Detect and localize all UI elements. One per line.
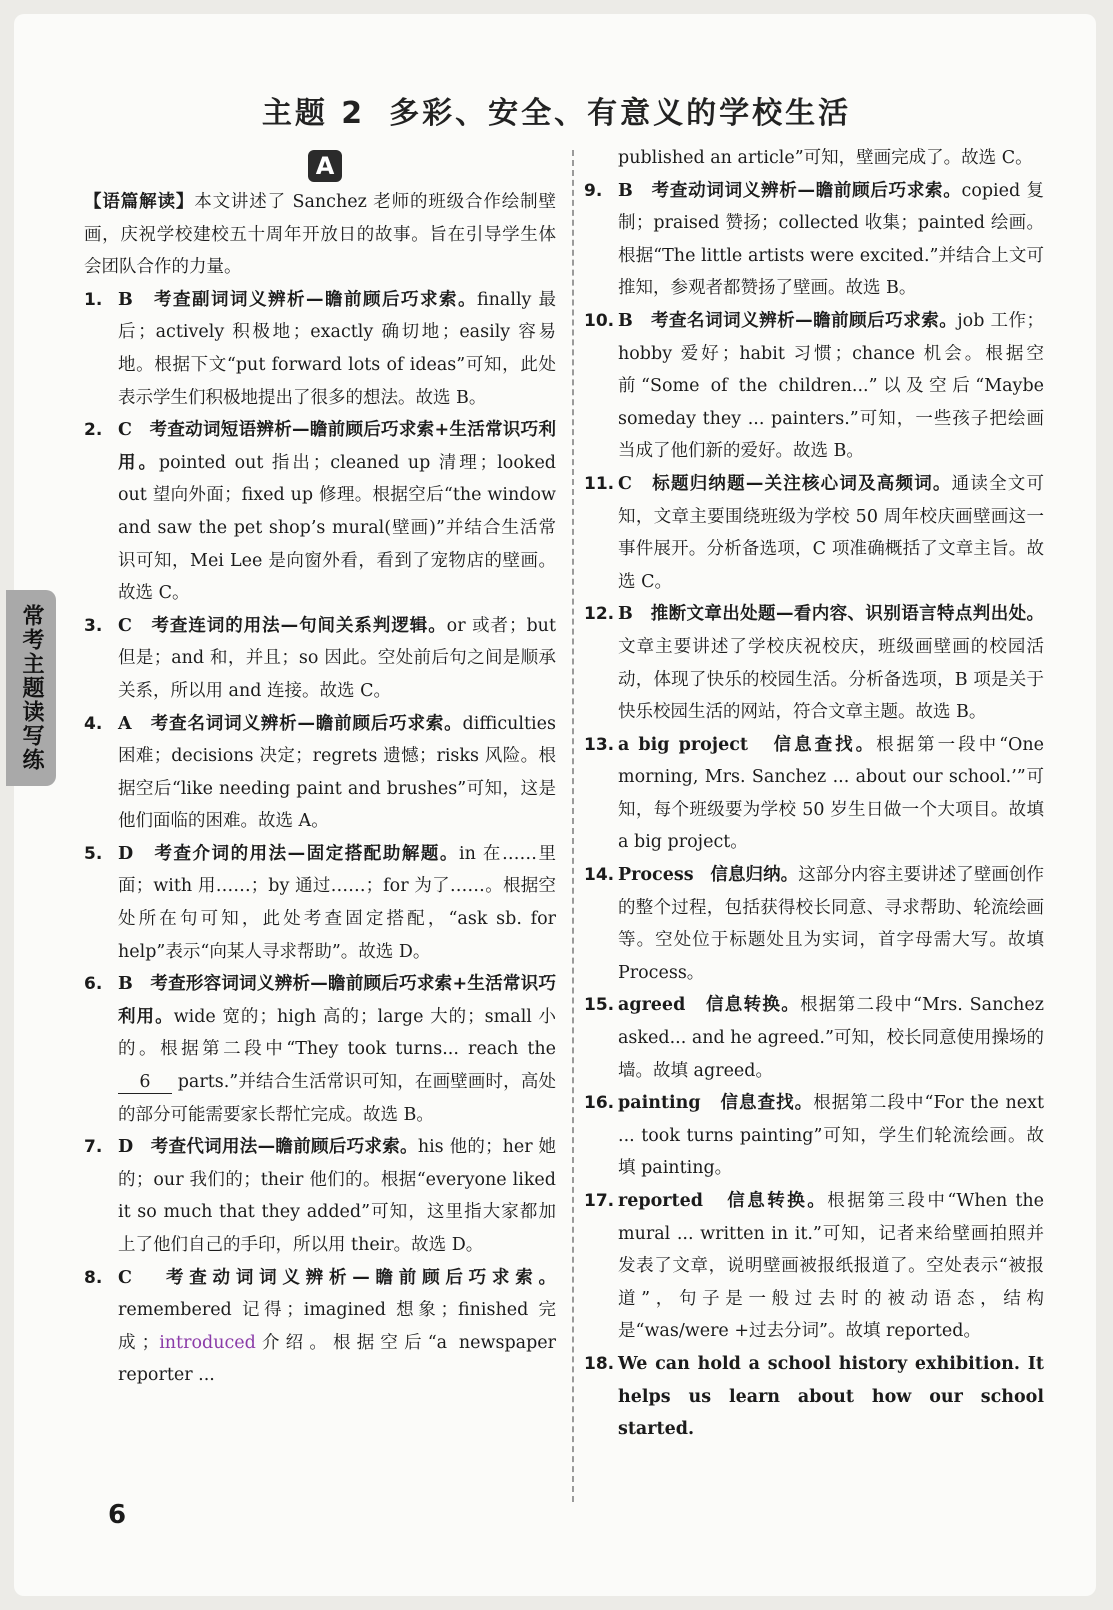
- item-number: 12.: [584, 604, 615, 625]
- item-number: 2.: [84, 420, 103, 441]
- item-explanation: or 或者；but 但是；and 和，并且；so 因此。空处前后句之间是顺承关系，所以用 and 连接。故选 C。: [118, 615, 556, 701]
- item-heading: 考查副词词义辨析—瞻前顾后巧求索。: [153, 289, 477, 310]
- item-answer: B: [618, 180, 633, 201]
- item-number: 9.: [584, 180, 603, 201]
- item-number: 16.: [584, 1093, 615, 1114]
- page-number: 6: [108, 1500, 127, 1530]
- section-badge: A: [308, 150, 342, 182]
- item-explanation: pointed out 指出；cleaned up 清理；looked out 望向外面；fixed up 修理。根据空后“the window and saw the pet shop’s mural(壁画)”并结合生活常识可知，Mei Lee 是向窗外看，看到了宠物店的壁画。故选 C。: [118, 452, 557, 604]
- item-answer: C: [118, 1267, 132, 1288]
- answer-item-13: [584, 729, 1044, 859]
- blank-number: 6: [118, 1071, 172, 1094]
- item-heading: 信息查找。: [773, 734, 877, 755]
- item-explanation: job 工作；hobby 爱好；habit 习惯；chance 机会。根据空前“Some of the children...”以及空后“Maybe someday they ... painters.”可知，一些孩子把绘画当成了他们新的爱好。故选 B。: [618, 310, 1044, 462]
- item-number: 13.: [584, 734, 615, 755]
- highlighted-word: introduced: [159, 1332, 256, 1353]
- answer-item-3: [84, 610, 556, 708]
- answer-item-5: [84, 838, 556, 968]
- answer-item-4: [84, 708, 556, 838]
- item-number: 8.: [84, 1267, 103, 1288]
- item-answer: reported: [618, 1191, 703, 1211]
- answer-item-15: [584, 989, 1044, 1087]
- item-number: 15.: [584, 995, 615, 1016]
- item-explanation: difficulties 困难；decisions 决定；regrets 遗憾；risks 风险。根据空后“like needing paint and brushes”可知，这是他们面临的困难。故选 A。: [118, 713, 556, 832]
- answer-item-17: [584, 1185, 1044, 1348]
- item-answer: C: [618, 473, 632, 494]
- item-answer: B: [118, 974, 133, 995]
- answer-item-9: [584, 175, 1044, 305]
- item-explanation: his 他的；her 她的；our 我们的；their 他们的。根据“everyone liked it so much that they added”可知，这里指大家都加上了他们自己的手印，所以用 their。故选 D。: [118, 1137, 556, 1255]
- side-tab: 常考主题读写练: [6, 590, 56, 786]
- item-answer: C: [118, 420, 132, 441]
- item-number: 1.: [84, 289, 103, 310]
- page-title: [0, 88, 1113, 132]
- item-explanation: 根据第三段中“When the mural ... written in it.”可知，记者来给壁画拍照并发表了文章，说明壁画被报纸报道了。空处表示“被报道”，句子是一般过去时的被动语态，结构是“was/were +过去分词”。故填 reported。: [618, 1191, 1044, 1342]
- item-explanation: 文章主要讲述了学校庆祝校庆，班级画壁画的校园活动，体现了快乐的校园生活。分析备选项，B 项是关于快乐校园生活的网站，符合文章主题。故选 B。: [618, 636, 1044, 723]
- answer-item-18: [584, 1348, 1044, 1446]
- item-number: 18.: [584, 1353, 615, 1374]
- item-answer: agreed: [618, 995, 686, 1016]
- answer-item-6: [84, 968, 556, 1131]
- item-number: 7.: [84, 1137, 103, 1158]
- item-heading: 信息转换。: [727, 1191, 828, 1211]
- item-answer: Process: [618, 865, 694, 886]
- topic-label: 主题 2: [261, 96, 366, 131]
- item-explanation: 这部分内容主要讲述了壁画创作的整个过程，包括获得校长同意、寻求帮助、轮流绘画等。空处位于标题处且为实词，首字母需大写。故填 Process。: [618, 865, 1045, 983]
- item-explanation: 通读全文可知，文章主要围绕班级为学校 50 周年校庆画壁画这一事件展开。分析备选项，C 项准确概括了文章主旨。故选 C。: [618, 473, 1045, 592]
- intro-paragraph: [84, 186, 556, 284]
- item-explanation-cont: parts.”并结合生活常识可知，在画壁画时，高处的部分可能需要家长帮忙完成。故选 B。: [118, 1072, 556, 1125]
- item-explanation: 根据第二段中“For the next ... took turns painting”可知，学生们轮流绘画。故填 painting。: [618, 1093, 1044, 1179]
- answer-item-1: [84, 284, 556, 414]
- item-number: 10.: [584, 310, 615, 331]
- item-number: 14.: [584, 865, 615, 886]
- item-answer: C: [118, 615, 132, 636]
- answer-item-16: [584, 1087, 1044, 1185]
- item-number: 11.: [584, 473, 615, 494]
- answer-item-14: [584, 859, 1044, 989]
- item-heading: 推断文章出处题—看内容、识别语言特点判出处。: [650, 604, 1044, 625]
- item-answer: painting: [618, 1093, 701, 1114]
- item-explanation-cont: 介绍。根据空后“a newspaper reporter ...: [118, 1332, 557, 1386]
- topic-text: 多彩、安全、有意义的学校生活: [389, 96, 852, 131]
- item-heading: 信息转换。: [705, 995, 801, 1016]
- item-answer: B: [118, 289, 133, 310]
- item-heading: 标题归纳题—关注核心词及高频词。: [652, 473, 952, 494]
- item-explanation: copied 复制；praised 赞扬；collected 收集；painted 绘画。根据“The little artists were excited.”并结合上文可推知，参观者都赞扬了壁画。故选 B。: [618, 180, 1044, 299]
- right-column: [584, 142, 1044, 1446]
- answer-item-2: [84, 414, 556, 610]
- answer-item-8: [84, 1262, 556, 1392]
- item-heading: 考查连词的用法—句间关系判逻辑。: [151, 615, 447, 636]
- item-heading: 考查名词词义辨析—瞻前顾后巧求索。: [651, 310, 958, 331]
- intro-text: 本文讲述了 Sanchez 老师的班级合作绘制壁画，庆祝学校建校五十周年开放日的故事。旨在引导学生体会团队合作的力量。: [84, 192, 557, 278]
- left-column: [84, 186, 556, 1392]
- item-explanation: finally 最后；actively 积极地；exactly 确切地；easily 容易地。根据下文“put forward lots of ideas”可知，此处表示学生们积极地提出了很多的想法。故选 B。: [118, 289, 556, 408]
- item-heading: 考查代词用法—瞻前顾后巧求索。: [150, 1137, 418, 1158]
- item-explanation: remembered 记得；imagined 想象；finished 完成；: [118, 1300, 556, 1353]
- column-divider: [572, 150, 574, 1502]
- intro-label: 【语篇解读】: [84, 192, 195, 212]
- item-answer: D: [118, 1137, 134, 1158]
- continued-text: published an article”可知，壁画完成了。故选 C。: [618, 148, 1033, 168]
- answer-item-7: [84, 1131, 556, 1261]
- item-answer: A: [118, 713, 132, 734]
- item-explanation: wide 宽的；high 高的；large 大的；small 小的。根据第二段中“They took turns... reach the: [118, 1006, 556, 1060]
- answer-item-12: [584, 598, 1044, 728]
- item-explanation: 根据第二段中“Mrs. Sanchez asked... and he agreed.”可知，校长同意使用操场的墙。故填 agreed。: [618, 995, 1044, 1081]
- item-number: 6.: [84, 974, 103, 995]
- answer-item-11: [584, 468, 1044, 598]
- item-heading: 考查介词的用法—固定搭配助解题。: [154, 843, 459, 864]
- item-heading: 考查形容词词义辨析—瞻前顾后巧求索+生活常识巧利用。: [118, 974, 556, 1027]
- answer-item-10: [584, 305, 1044, 468]
- item-answer: B: [618, 310, 633, 331]
- item-answer: a big project: [618, 734, 748, 755]
- item-explanation: We can hold a school history exhibition. It helps us learn about how our school started.: [618, 1353, 1044, 1440]
- item-heading: 考查动词词义辨析—瞻前顾后巧求索。: [651, 180, 962, 201]
- item-heading: 信息查找。: [720, 1093, 814, 1114]
- item-number: 3.: [84, 615, 103, 636]
- item-explanation: 根据第一段中“One morning, Mrs. Sanchez ... about our school.’”可知，每个班级要为学校 50 岁生日做一个大项目。故填 a big project。: [618, 734, 1044, 853]
- item-explanation: in 在……里面；with 用……；by 通过……；for 为了……。根据空处所在句可知，此处考查固定搭配，“ask sb. for help”表示“向某人寻求帮助”。故选 D。: [118, 843, 556, 962]
- item-heading: 信息归纳。: [710, 865, 799, 886]
- item-answer: B: [618, 604, 633, 625]
- item-answer: D: [118, 843, 134, 864]
- item-number: 4.: [84, 713, 103, 734]
- item-heading: 考查动词短语辨析—瞻前顾后巧求索+生活常识巧利用。: [118, 420, 556, 473]
- item-heading: 考查动词词义辨析—瞻前顾后巧求索。: [165, 1267, 556, 1288]
- item-number: 17.: [584, 1191, 615, 1211]
- item-heading: 考查名词词义辨析—瞻前顾后巧求索。: [150, 713, 463, 734]
- item-number: 5.: [84, 843, 103, 864]
